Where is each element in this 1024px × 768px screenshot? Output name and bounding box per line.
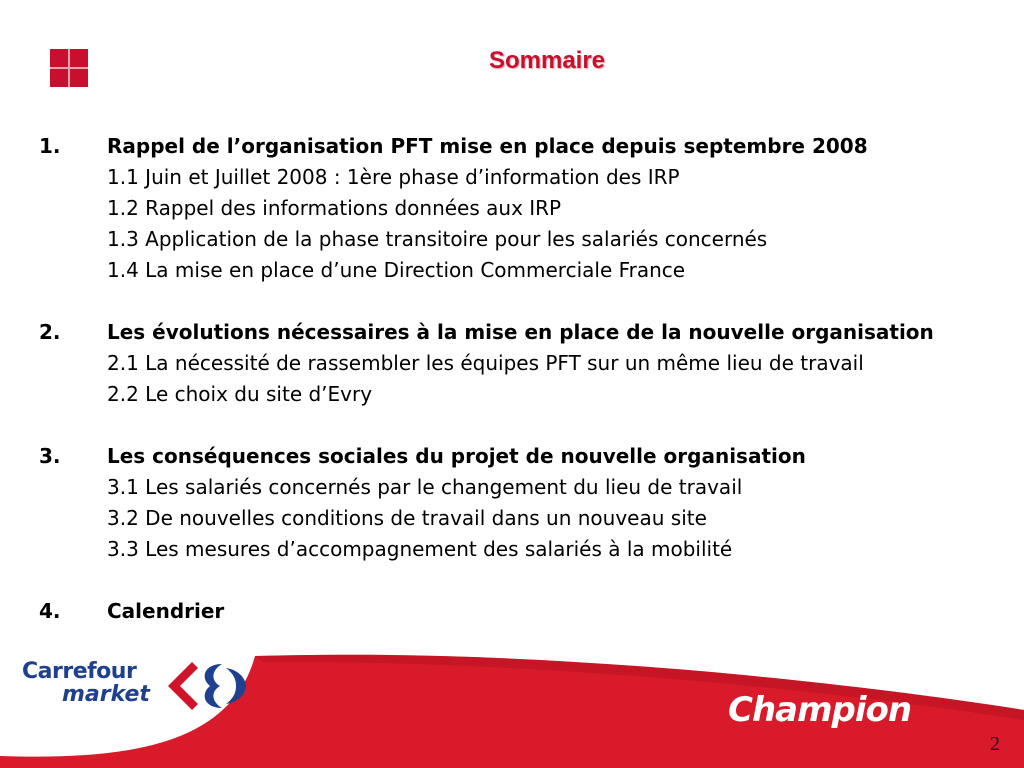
section-title: Les évolutions nécessaires à la mise en place de la nouvelle organisation	[107, 320, 934, 344]
section-heading	[39, 441, 1004, 472]
champion-swoosh	[876, 656, 916, 696]
slide-footer	[0, 648, 1024, 768]
section-title: Les conséquences sociales du projet de nouvelle organisation	[107, 444, 806, 468]
table-of-contents	[39, 131, 1004, 627]
list-item: 1.1 Juin et Juillet 2008 : 1ère phase d’information des IRP	[107, 165, 680, 189]
list-item: 3.3 Les mesures d’accompagnement des salariés à la mobilité	[107, 537, 733, 561]
section-number: 3.	[39, 444, 61, 468]
champion-logo-text: Champion	[728, 690, 912, 730]
list-item: 3.1 Les salariés concernés par le changement du lieu de travail	[107, 475, 743, 499]
market-logo-text: market	[62, 682, 150, 707]
list-item: 2.2 Le choix du site d’Evry	[107, 382, 373, 406]
list-item: 2.1 La nécessité de rassembler les équipes PFT sur un même lieu de travail	[107, 351, 864, 375]
section-number: 1.	[39, 134, 61, 158]
section-number: 4.	[39, 599, 61, 623]
section-title: Calendrier	[107, 599, 225, 623]
section-number: 2.	[39, 320, 61, 344]
list-item: 1.2 Rappel des informations données aux IRP	[107, 196, 562, 220]
carrefour-c-logo	[162, 658, 250, 714]
carrefour-logo-text: Carrefour	[22, 659, 137, 684]
list-item: 3.2 De nouvelles conditions de travail dans un nouveau site	[107, 506, 707, 530]
carrefour-market-logo	[22, 660, 150, 706]
section-heading	[39, 317, 1004, 348]
page-number: 2	[990, 733, 1000, 755]
list-item: 1.3 Application de la phase transitoire pour les salariés concernés	[107, 227, 768, 251]
section-heading	[39, 596, 1004, 627]
slide-title: Sommaire	[488, 47, 606, 74]
section-heading	[39, 131, 1004, 162]
list-item: 1.4 La mise en place d’une Direction Commerciale France	[107, 258, 686, 282]
section-title: Rappel de l’organisation PFT mise en place depuis septembre 2008	[107, 134, 868, 158]
